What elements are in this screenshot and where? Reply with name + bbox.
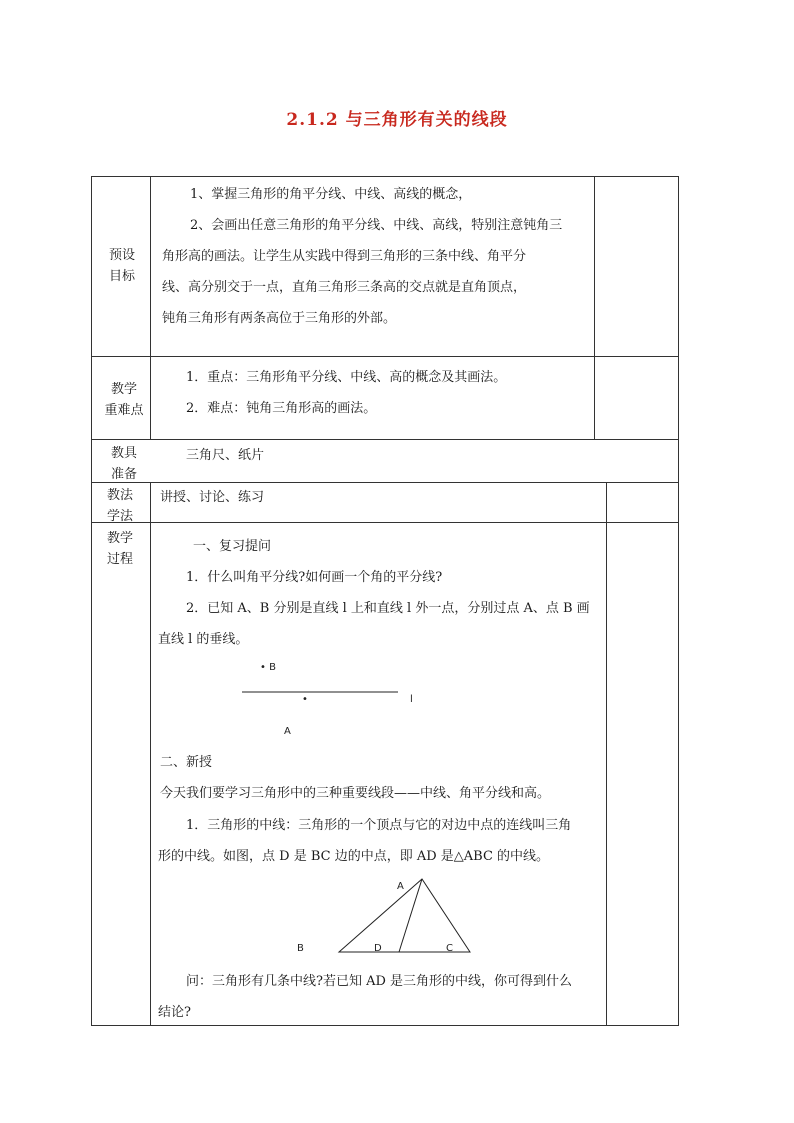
table-divider [91,482,679,483]
table-col-divider [606,482,607,1026]
point-d-label: D [374,943,382,954]
line-l-label: l [410,694,413,705]
vertex-b-label: B [297,943,304,954]
label-line: 教法 [106,488,133,503]
key-point-line: 1．重点：三角形角平分线、中线、高的概念及其画法。 [186,370,507,385]
median-definition-cont: 形的中线。如图，点 D 是 BC 边的中点，即 AD 是△ABC 的中线。 [158,849,550,864]
key-point-line: 2．难点：钝角三角形高的画法。 [186,401,377,416]
tools-label [95,443,153,485]
median-definition: 1．三角形的中线：三角形的一个顶点与它的对边中点的连线叫三角 [186,818,572,833]
point-a-label: A [284,726,291,737]
label-line: 重难点 [104,403,144,418]
table-border-bottom [91,1025,679,1026]
label-line: 过程 [106,552,133,567]
median-question-cont: 结论? [158,1005,191,1020]
median-question: 问：三角形有几条中线?若已知 AD 是三角形的中线，你可得到什么 [186,974,573,989]
process-label [91,528,149,570]
new-lesson-heading: 二、新授 [160,755,213,770]
review-question-2-cont: 直线 l 的垂线。 [158,632,249,647]
new-lesson-intro: 今天我们要学习三角形中的三种重要线段——中线、角平分线和高。 [160,786,551,801]
table-divider [91,356,679,357]
table-col-divider [150,482,151,1026]
review-heading: 一、复习提问 [193,539,272,554]
review-question-2: 2．已知 A、B 分别是直线 l 上和直线 l 外一点，分别过点 A、点 B 画 [186,601,590,616]
label-line: 教学 [110,382,137,397]
methods-text: 讲授、讨论、练习 [160,490,265,505]
label-line: 教学 [106,531,133,546]
triangle-abc [339,879,470,952]
table-border-right [678,176,679,1026]
objective-line: 1、掌握三角形的角平分线、中线、高线的概念， [190,187,472,202]
objective-line: 2、会画出任意三角形的角平分线、中线、高线，特别注意钝角三 [190,218,563,233]
document-title: 2.1.2 与三角形有关的线段 [286,110,508,130]
point-b-label: • B [260,662,276,673]
label-line: 预设 [108,248,135,263]
table-divider [91,439,679,440]
label-line: 目标 [108,269,135,284]
objective-line: 钝角三角形有两条高位于三角形的外部。 [162,311,397,326]
label-line: 准备 [110,467,137,482]
review-question-1: 1．什么叫角平分线?如何画一个角的平分线? [186,570,443,585]
label-line: 学法 [106,509,133,524]
table-border-top [91,176,679,177]
point-a-dot: • [302,694,308,705]
perpendicular-figure [230,655,430,745]
table-border-left [91,176,92,1026]
methods-label [91,485,149,527]
objective-line: 线、高分别交于一点，直角三角形三条高的交点就是直角顶点， [162,280,527,295]
objectives-label [93,245,151,287]
table-divider [91,522,679,523]
vertex-c-label: C [446,943,453,954]
triangle-figure [290,872,490,962]
tools-text: 三角尺、纸片 [186,448,265,463]
key-points-label [95,379,153,421]
table-col-divider [594,176,595,440]
label-line: 教具 [110,446,137,461]
objective-line: 角形高的画法。让学生从实践中得到三角形的三条中线、角平分 [162,249,527,264]
vertex-a-label: A [397,881,404,892]
